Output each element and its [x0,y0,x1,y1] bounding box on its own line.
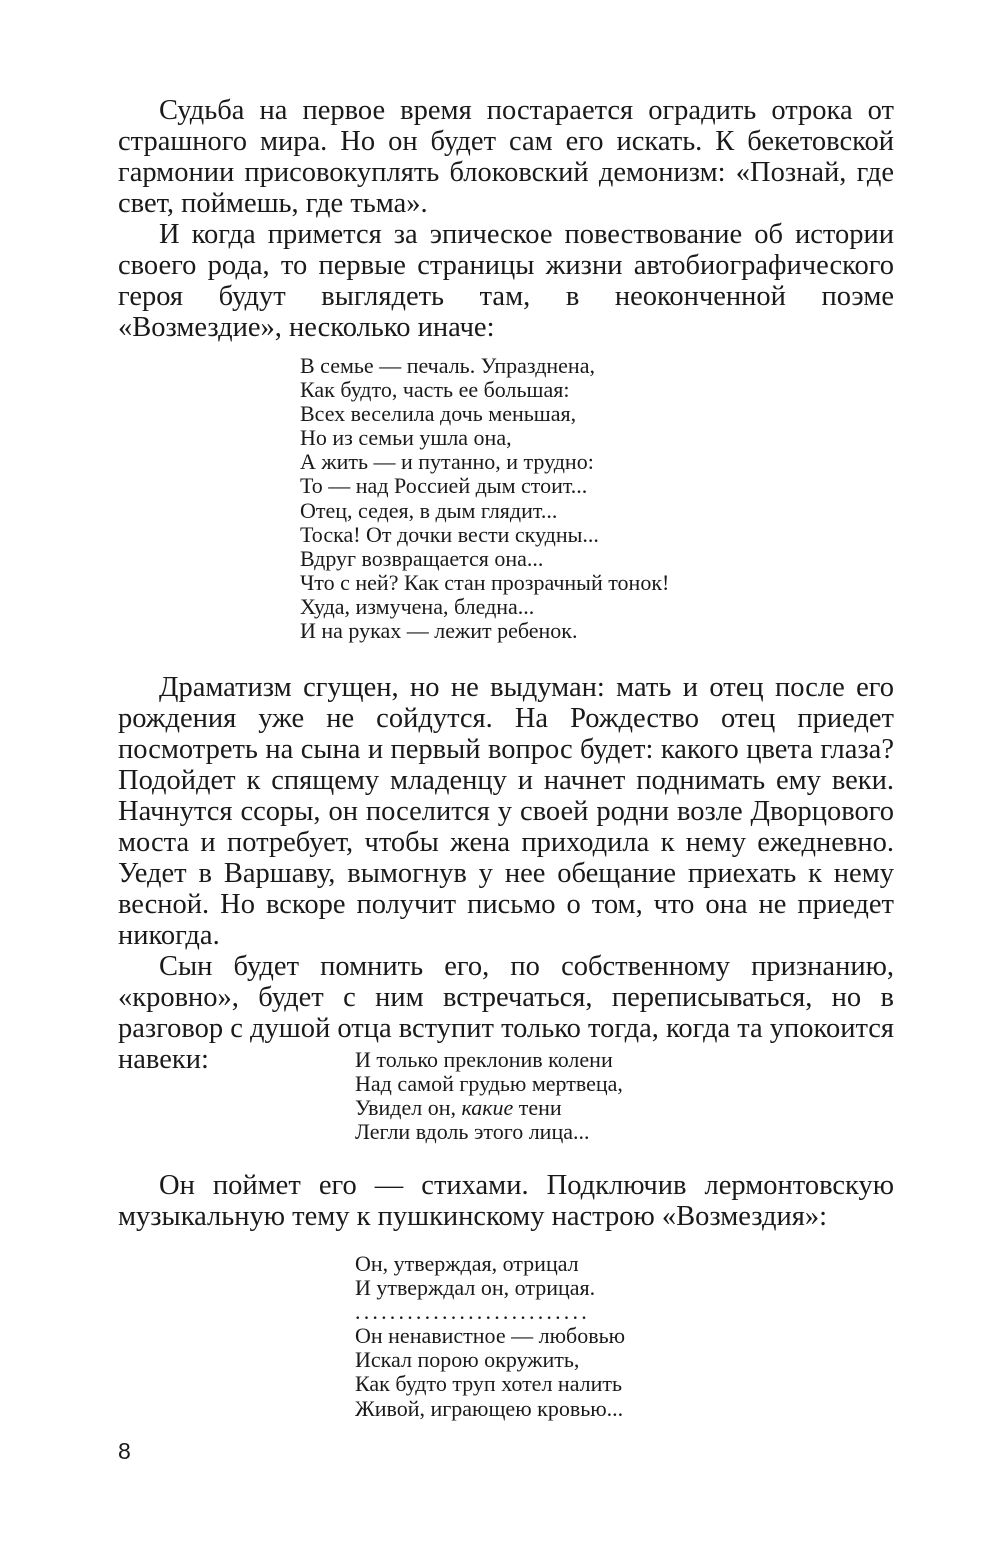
poem-excerpt-1 [300,354,669,643]
prose-block-2 [118,672,894,1075]
verse-line: Всех веселила дочь меньшая, [300,401,577,427]
verse-line: Тоска! От дочки вести скудны... [300,521,599,547]
verse-line: Отец, седея, в дым глядит... [300,497,558,523]
verse-text: тени [513,1095,562,1121]
paragraph: И когда примется за эпическое повествование об истории своего рода, то первые страницы жизни автобиографического героя будут выглядеть там, в неоконченной поэме «Возмездие», несколько иначе: [118,219,894,343]
verse-line: То — над Россией дым стоит... [300,473,588,499]
paragraph: Судьба на первое время постарается оградить отрока от страшного мира. Но он будет сам его искать. К бекетовской гармонии присовокуплять блоковский демонизм: «Познай, где свет, поймешь, где тьма». [118,95,894,219]
verse-line: И только преклонив колени [355,1047,613,1072]
prose-block-3 [118,1170,894,1232]
verse-line: И на руках — лежит ребенок. [300,618,578,644]
verse-line: Худа, измучена, бледна... [300,593,535,619]
verse-line: Как будто, часть ее большая: [300,377,570,403]
paragraph: Драматизм сгущен, но не выдуман: мать и отец после его рождения уже не сойдутся. На Рождество отец приедет посмотреть на сына и первый вопрос будет: какого цвета глаза? Подойдет к спящему младенцу и начнет поднимать ему веки. Начнутся ссоры, он поселится у своей родни возле Дворцового моста и потребует, чтобы жена приходила к нему ежедневно. Уедет в Варшаву, вымогнув у нее обещание приехать к нему весной. Но вскоре получит письмо о том, что она не приедет никогда. [118,672,894,951]
verse-line: Он ненавистное — любовью [355,1323,626,1349]
verse-line [355,1096,623,1120]
poem-excerpt-2 [355,1048,623,1144]
poem-excerpt-3 [355,1252,625,1421]
verse-line: Вдруг возвращается она... [300,545,544,571]
verse-line: Легли вдоль этого лица... [355,1119,590,1145]
prose-block-1 [118,95,894,343]
verse-line: А жить — и путанно, и трудно: [300,449,594,475]
verse-line: Над самой грудью мертвеца, [355,1071,623,1097]
page-number: 8 [118,1438,131,1464]
paragraph: Он поймет его — стихами. Подключив лермонтовскую музыкальную тему к пушкинскому настрою «Возмездия»: [118,1170,894,1232]
verse-italic-word: какие [461,1095,514,1121]
verse-omission-dots: ........................... [355,1299,590,1325]
verse-line: Как будто труп хотел налить [355,1371,623,1397]
verse-line: И утверждал он, отрицая. [355,1275,596,1301]
verse-line: Живой, играющею кровью... [355,1395,624,1421]
verse-line: Он, утверждая, отрицал [355,1251,579,1276]
verse-line: Но из семьи ушла она, [300,425,512,451]
verse-line: Что с ней? Как стан прозрачный тонок! [300,569,670,595]
verse-line: В семье — печаль. Упразднена, [300,353,595,378]
verse-text: Увидел он, [355,1095,462,1121]
verse-line: Искал порою окружить, [355,1347,580,1373]
paragraph: Сын будет помнить его, по собственному признанию, «кровно», будет с ним встречаться, переписываться, но в разговор с душой отца вступит только тогда, когда та упокоится навеки: [118,951,895,1075]
